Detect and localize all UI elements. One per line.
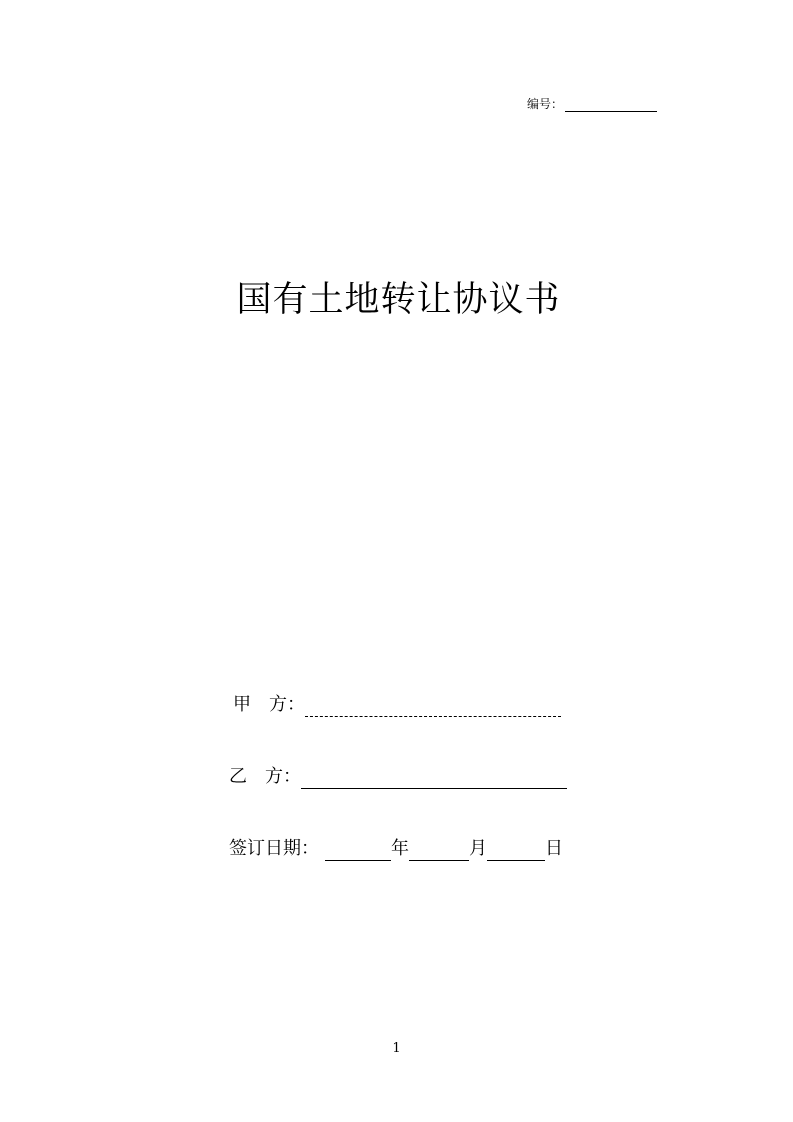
serial-number-field [527, 96, 657, 112]
sign-date-year-blank [325, 842, 391, 861]
party-a-label-first: 甲 [233, 694, 251, 715]
sign-date-day-label: 日 [545, 838, 563, 859]
serial-number-label: 编号： [527, 97, 564, 111]
party-b-blank [301, 770, 567, 789]
sign-date-year-label: 年 [391, 838, 409, 859]
party-a-field [233, 693, 561, 717]
party-b-label-first: 乙 [229, 766, 247, 787]
document-title: 国有土地转让协议书 [236, 280, 561, 320]
serial-number-blank [565, 99, 657, 112]
party-b-label-second: 方： [265, 766, 301, 787]
sign-date-label: 签订日期： [229, 838, 319, 859]
sign-date-field [229, 837, 563, 861]
sign-date-day-blank [487, 842, 545, 861]
sign-date-month-blank [409, 842, 469, 861]
party-b-field [229, 765, 567, 789]
sign-date-month-label: 月 [469, 838, 487, 859]
party-a-label-second: 方： [269, 694, 305, 715]
party-a-blank [305, 698, 561, 717]
page-number: 1 [392, 1041, 401, 1056]
